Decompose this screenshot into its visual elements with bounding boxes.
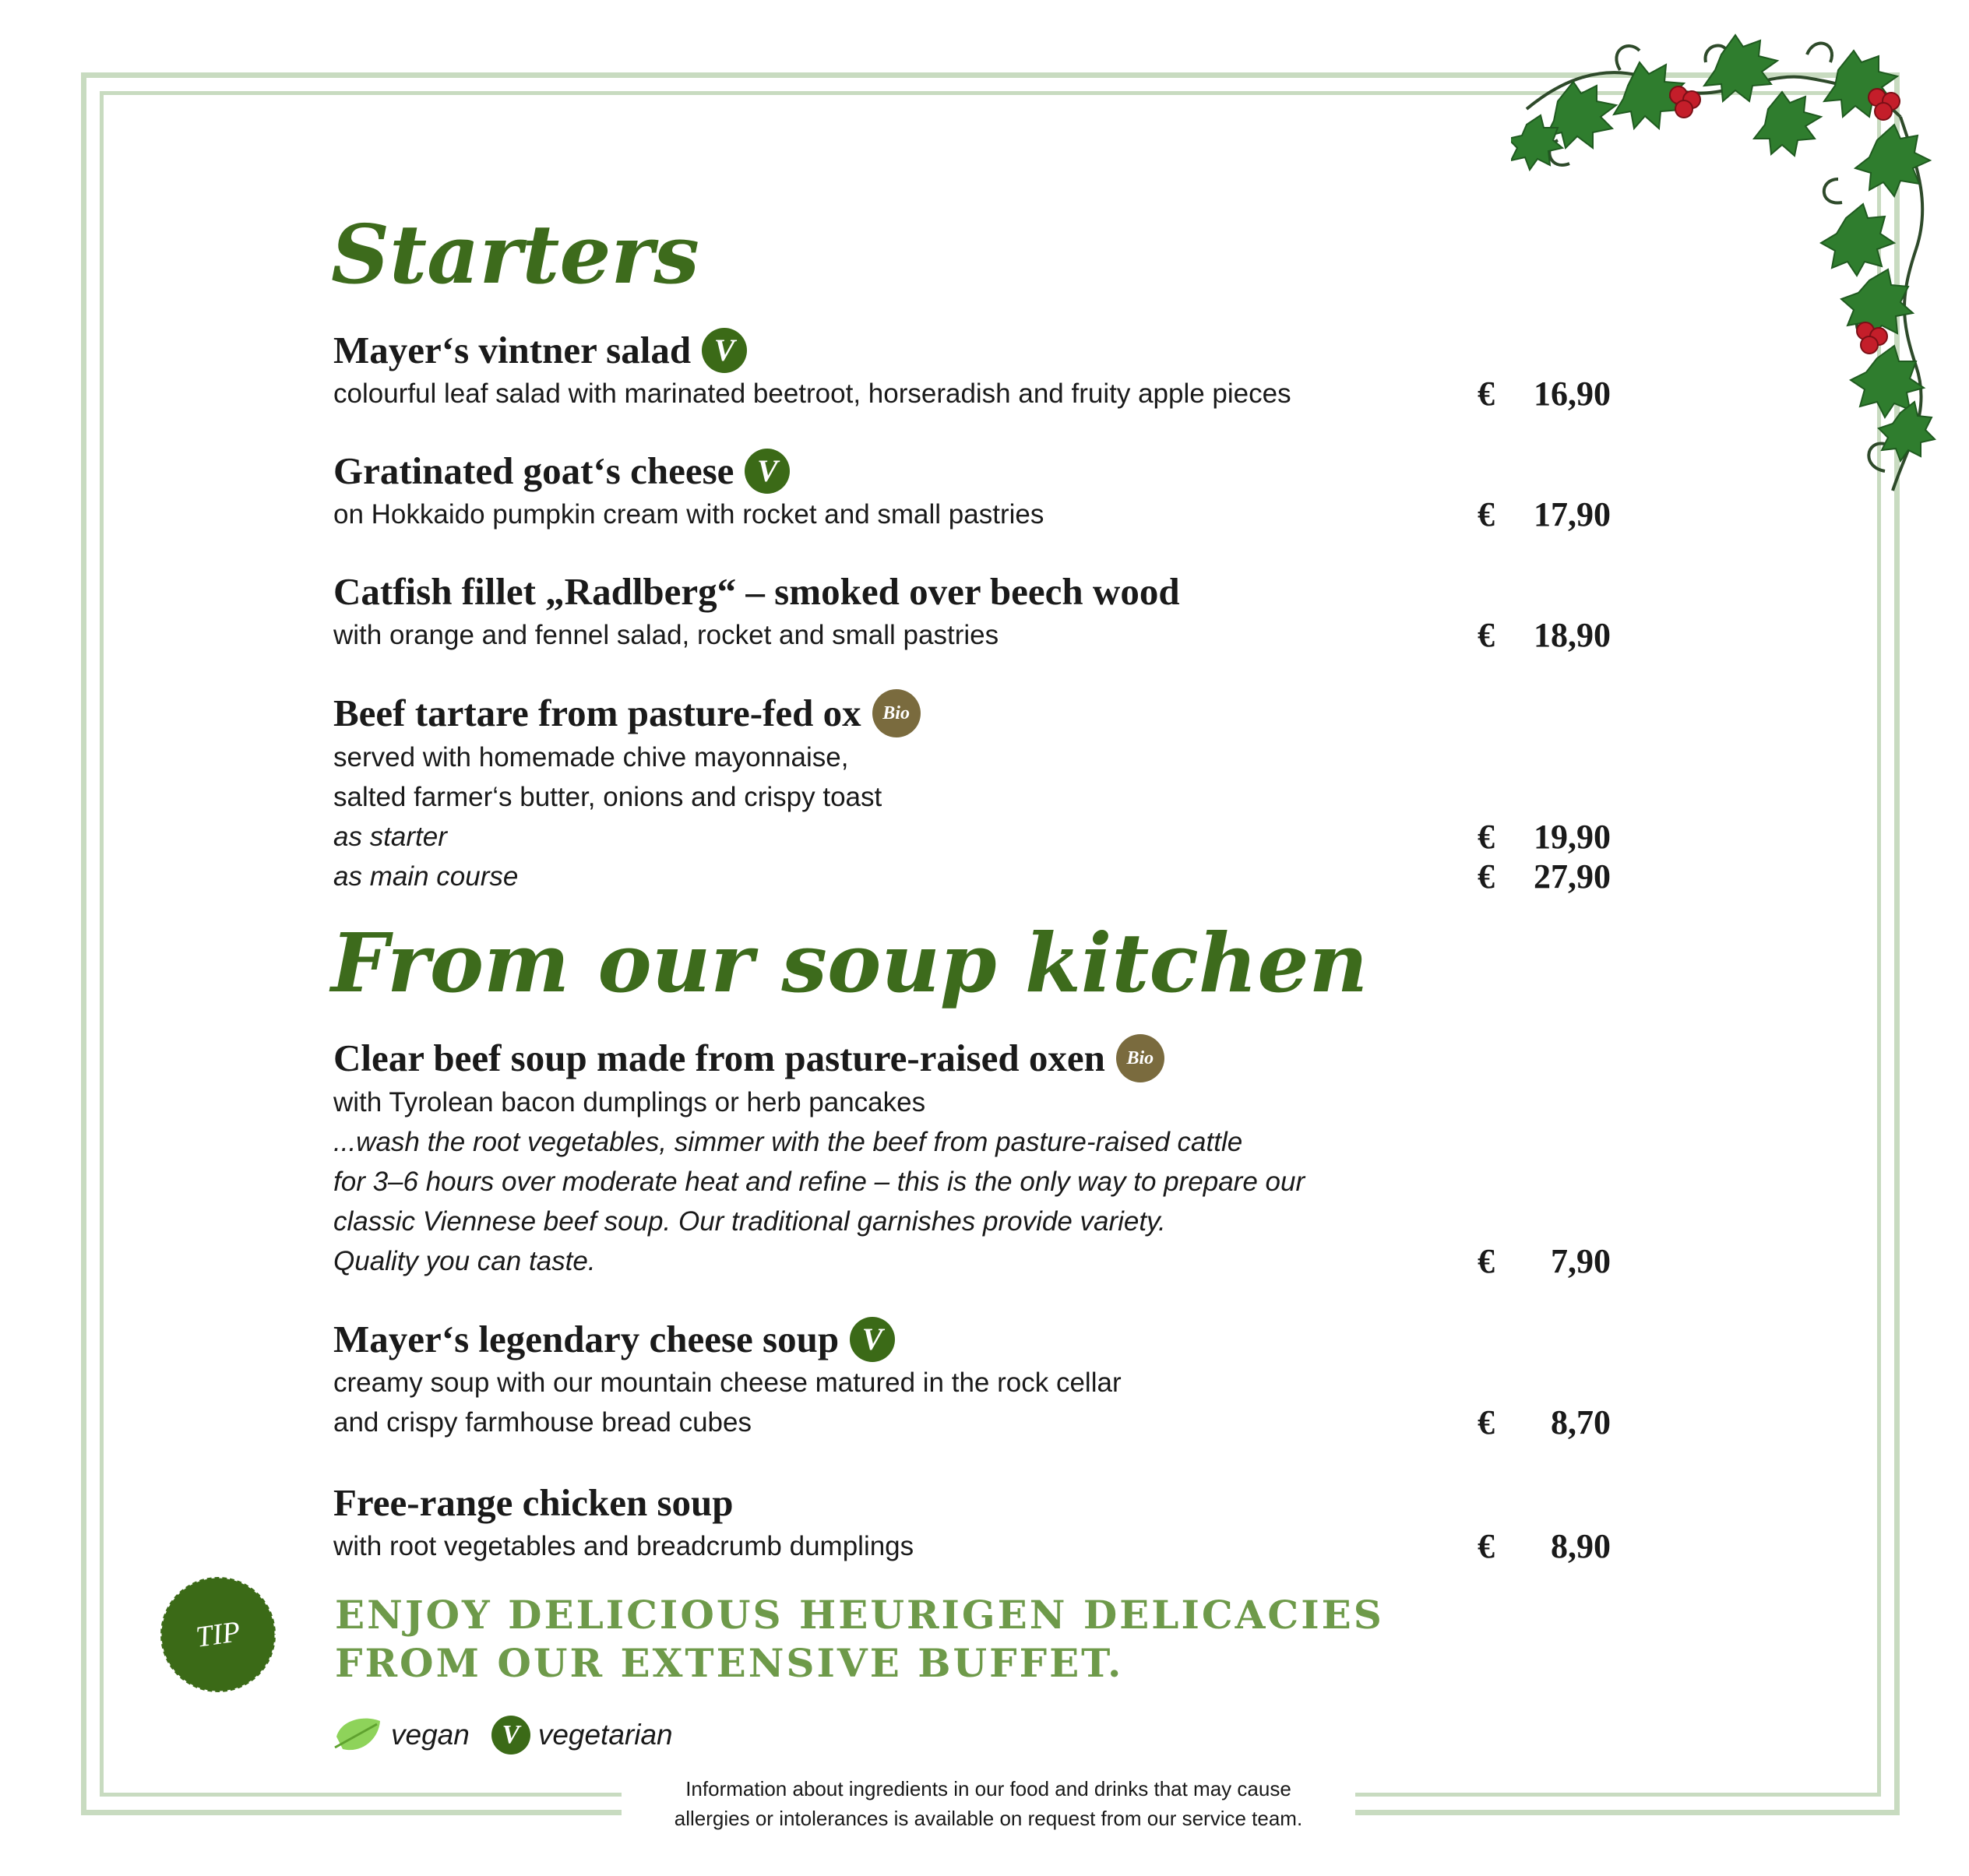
legend [333,1713,673,1757]
item-price: € 18,90 [1478,616,1611,654]
item-name: Gratinated goat‘s cheese [333,449,734,492]
item-description-line: served with homemade chive mayonnaise, [333,742,849,773]
item-description-line: creamy soup with our mountain cheese matured in the rock cellar [333,1367,1122,1398]
item-price: € 17,90 [1478,495,1611,533]
item-description: on Hokkaido pumpkin cream with rocket and small pastries [333,499,1044,530]
holly-icon [1511,23,1947,498]
menu-item-beef-soup [333,1034,1611,1281]
menu-item-chicken-soup [333,1480,1611,1566]
v-badge-icon: V [745,449,790,494]
item-description: with orange and fennel salad, rocket and small pastries [333,620,999,650]
option-price: € 27,90 [1478,857,1611,896]
buffet-tip [335,1591,1384,1688]
item-description: with Tyrolean bacon dumplings or herb pancakes [333,1087,926,1118]
item-story-line: Quality you can taste. [333,1246,596,1276]
allergy-note [622,1774,1355,1833]
menu-item-catfish [333,568,1611,655]
section-title-soup: From our soup kitchen [331,915,1368,1011]
leaf-icon [333,1713,383,1757]
item-description-line: salted farmer‘s butter, onions and crispy toast [333,782,882,812]
item-name: Mayer‘s vintner salad [333,329,692,371]
item-description: colourful leaf salad with marinated beetroot, horseradish and fruity apple pieces [333,378,1291,409]
section-title-starters: Starters [331,206,699,302]
v-badge-icon: V [702,328,747,373]
menu-item-beef-tartare [333,689,1611,896]
legend-vegetarian-label: vegetarian [537,1719,673,1751]
v-badge-icon: V [491,1716,530,1755]
item-description: with root vegetables and breadcrumb dumplings [333,1531,914,1561]
option-label: as main course [333,861,519,892]
item-name: Mayer‘s legendary cheese soup [333,1318,840,1360]
item-description-line: and crispy farmhouse bread cubes [333,1407,752,1438]
menu-item-cheese-soup [333,1316,1611,1442]
legend-vegan-label: vegan [391,1719,470,1751]
tip-label: TIP [193,1615,243,1654]
allergy-note-line: allergies or intolerances is available on request from our service team. [674,1807,1303,1830]
item-price: € 7,90 [1478,1242,1611,1280]
bio-badge-icon: Bio [872,689,921,737]
item-story-line: for 3–6 hours over moderate heat and refine – this is the only way to prepare our [333,1167,1305,1197]
item-name: Free-range chicken soup [333,1481,734,1524]
menu-item-vintner-salad [333,327,1611,414]
item-price: € 8,70 [1478,1403,1611,1441]
buffet-tip-line: ENJOY DELICIOUS HEURIGEN DELICACIES [335,1592,1384,1638]
v-badge-icon: V [850,1317,895,1362]
bio-badge-icon: Bio [1116,1034,1164,1082]
item-price: € 8,90 [1478,1527,1611,1565]
option-label: as starter [333,822,447,852]
allergy-note-line: Information about ingredients in our food and drinks that may cause [685,1777,1291,1800]
buffet-tip-line: FROM OUR EXTENSIVE BUFFET. [335,1640,1124,1686]
item-price: € 16,90 [1478,375,1611,413]
item-story-line: ...wash the root vegetables, simmer with the beef from pasture-raised cattle [333,1127,1243,1157]
item-name: Catfish fillet „Radlberg“ – smoked over beech wood [333,570,1180,613]
item-name: Clear beef soup made from pasture-raised oxen [333,1037,1105,1079]
option-price: € 19,90 [1478,818,1611,856]
menu-item-goats-cheese [333,448,1611,534]
item-name: Beef tartare from pasture-fed ox [333,692,861,734]
item-story-line: classic Viennese beef soup. Our traditional garnishes provide variety. [333,1206,1166,1237]
